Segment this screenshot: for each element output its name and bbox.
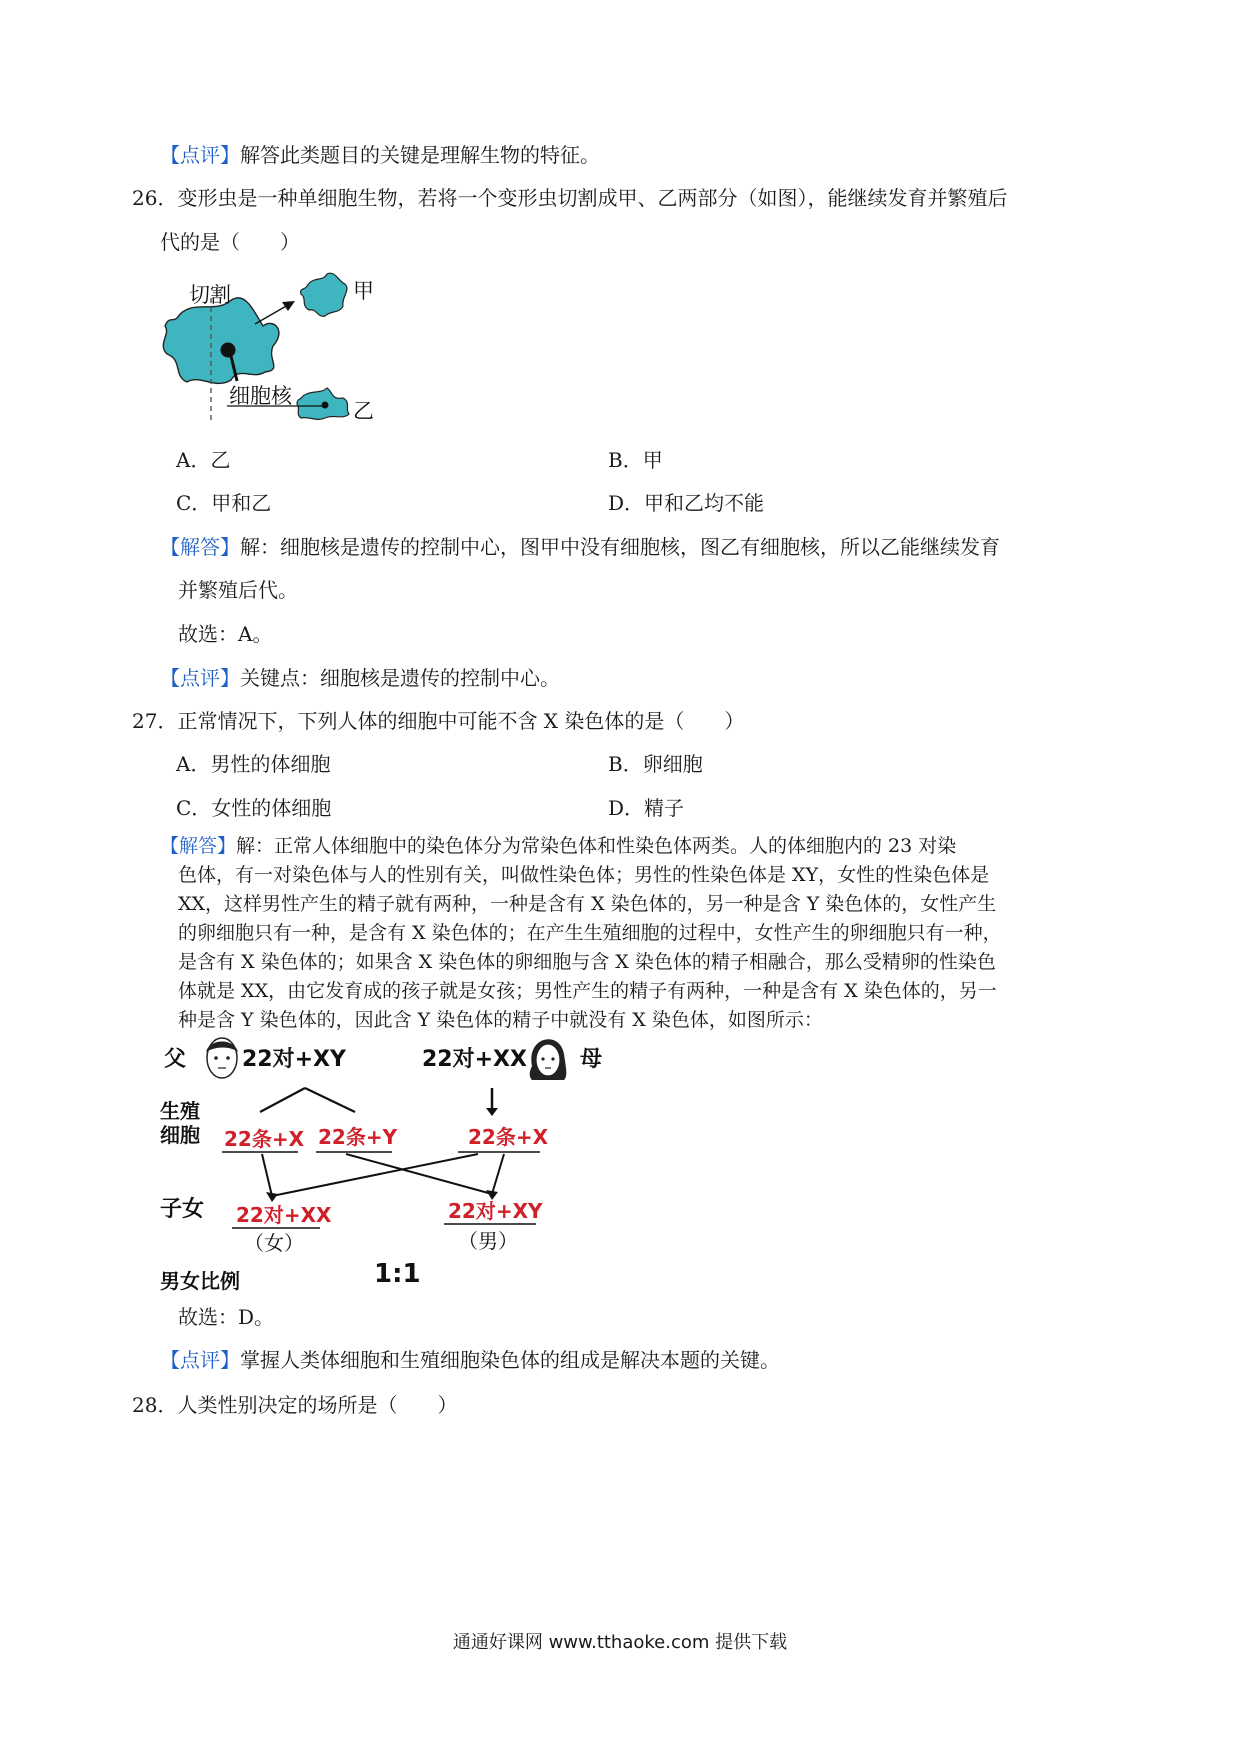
label-father: 父 (164, 1047, 187, 1072)
question-26-stem-line2: 代的是（ ） (160, 230, 300, 254)
father-genotype: 22对+XY (242, 1047, 346, 1072)
option-27-b: B．卵细胞 (608, 752, 703, 776)
arrow-head (282, 301, 295, 311)
sex-determination-diagram (160, 1036, 720, 1296)
option-26-d: D．甲和乙均不能 (608, 491, 765, 515)
comment-text: 掌握人类体细胞和生殖细胞染色体的组成是解决本题的关键。 (240, 1348, 780, 1372)
label-children: 子女 (160, 1197, 205, 1222)
label-ratio: 男女比例 (160, 1269, 240, 1293)
mother-genotype: 22对+XX (422, 1047, 527, 1072)
option-27-a: A．男性的体细胞 (176, 752, 331, 776)
answer-27-line4: 的卵细胞只有一种，是含有 X 染色体的；在产生生殖细胞的过程中，女性产生的卵细胞只有一种， (178, 922, 1002, 944)
child-sex-male: （男） (458, 1229, 518, 1253)
label-yi: 乙 (353, 399, 374, 423)
ratio-value: 1:1 (374, 1259, 421, 1289)
comment-tag: 【点评】 (160, 143, 240, 167)
answer-27-line6: 体就是 XX，由它发育成的孩子就是女孩；男性产生的精子有两种，一种是含有 X 染色体的，另一 (178, 980, 997, 1002)
nucleus-yi (322, 402, 329, 409)
answer-tag: 【解答】 (160, 835, 237, 857)
question-28-stem: 28．人类性别决定的场所是（ ） (132, 1393, 458, 1417)
answer-26-line2: 并繁殖后代。 (178, 578, 298, 602)
germ-cell-1: 22条+X (224, 1127, 305, 1151)
comment-26 (160, 664, 560, 692)
germ-label-2: 细胞 (160, 1123, 200, 1147)
child-genotype-male: 22对+XY (448, 1199, 543, 1223)
answer-27-line1 (160, 832, 956, 860)
option-26-b: B．甲 (608, 448, 663, 472)
question-27-stem: 27．正常情况下，下列人体的细胞中可能不含 X 染色体的是（ ） (132, 709, 745, 733)
answer-27-line7: 种是含 Y 染色体的，因此含 Y 染色体的精子中就没有 X 染色体，如图所示： (178, 1009, 823, 1031)
piece-jia (301, 273, 347, 316)
label-nucleus: 细胞核 (229, 384, 292, 408)
germ-label-1: 生殖 (160, 1099, 200, 1123)
comment-text: 关键点：细胞核是遗传的控制中心。 (240, 666, 560, 690)
child-genotype-female: 22对+XX (236, 1203, 332, 1227)
label-jia: 甲 (353, 279, 374, 303)
comment-tag: 【点评】 (160, 1348, 240, 1372)
answer-26-line1 (160, 533, 1000, 561)
label-cut: 切割 (189, 283, 231, 307)
answer-26-choice: 故选：A。 (178, 622, 273, 646)
answer-27-line2: 色体，有一对染色体与人的性别有关，叫做性染色体；男性的性染色体是 XY，女性的性染色体是 (178, 864, 990, 886)
answer-text: 解：正常人体细胞中的染色体分为常染色体和性染色体两类。人的体细胞内的 23 对染 (236, 835, 957, 857)
nucleus-dot (221, 343, 236, 358)
comment-tag: 【点评】 (160, 666, 240, 690)
germ-cell-3: 22条+X (468, 1125, 549, 1149)
question-26-stem-line1: 26．变形虫是一种单细胞生物，若将一个变形虫切割成甲、乙两部分（如图），能继续发育并繁殖后 (132, 186, 1008, 210)
label-mother: 母 (580, 1047, 603, 1072)
amoeba-figure (155, 268, 395, 428)
option-27-d: D．精子 (608, 796, 685, 820)
father-face-icon (206, 1038, 238, 1078)
answer-27-choice: 故选：D。 (178, 1305, 275, 1329)
arrow-line (255, 305, 288, 324)
answer-27-line3: XX，这样男性产生的精子就有两种，一种是含有 X 染色体的，另一种是含 Y 染色体的，女性产生 (178, 893, 997, 915)
comment-25 (160, 141, 600, 169)
option-27-c: C．女性的体细胞 (176, 796, 332, 820)
option-26-a: A．乙 (176, 448, 231, 472)
answer-tag: 【解答】 (160, 535, 240, 559)
option-26-c: C．甲和乙 (176, 491, 272, 515)
mother-face-icon (530, 1039, 567, 1080)
answer-27-line5: 是含有 X 染色体的；如果含 X 染色体的卵细胞与含 X 染色体的精子相融合，那么受精卵的性染色 (178, 951, 996, 973)
amoeba-cell (163, 298, 279, 384)
comment-text: 解答此类题目的关键是理解生物的特征。 (240, 143, 600, 167)
child-sex-female: （女） (244, 1231, 304, 1255)
page-footer: 通通好课网 www.tthaoke.com 提供下载 (452, 1632, 788, 1653)
germ-cell-2: 22条+Y (318, 1125, 398, 1149)
comment-27 (160, 1346, 780, 1374)
answer-text: 解：细胞核是遗传的控制中心，图甲中没有细胞核，图乙有细胞核，所以乙能继续发育 (240, 535, 1000, 559)
